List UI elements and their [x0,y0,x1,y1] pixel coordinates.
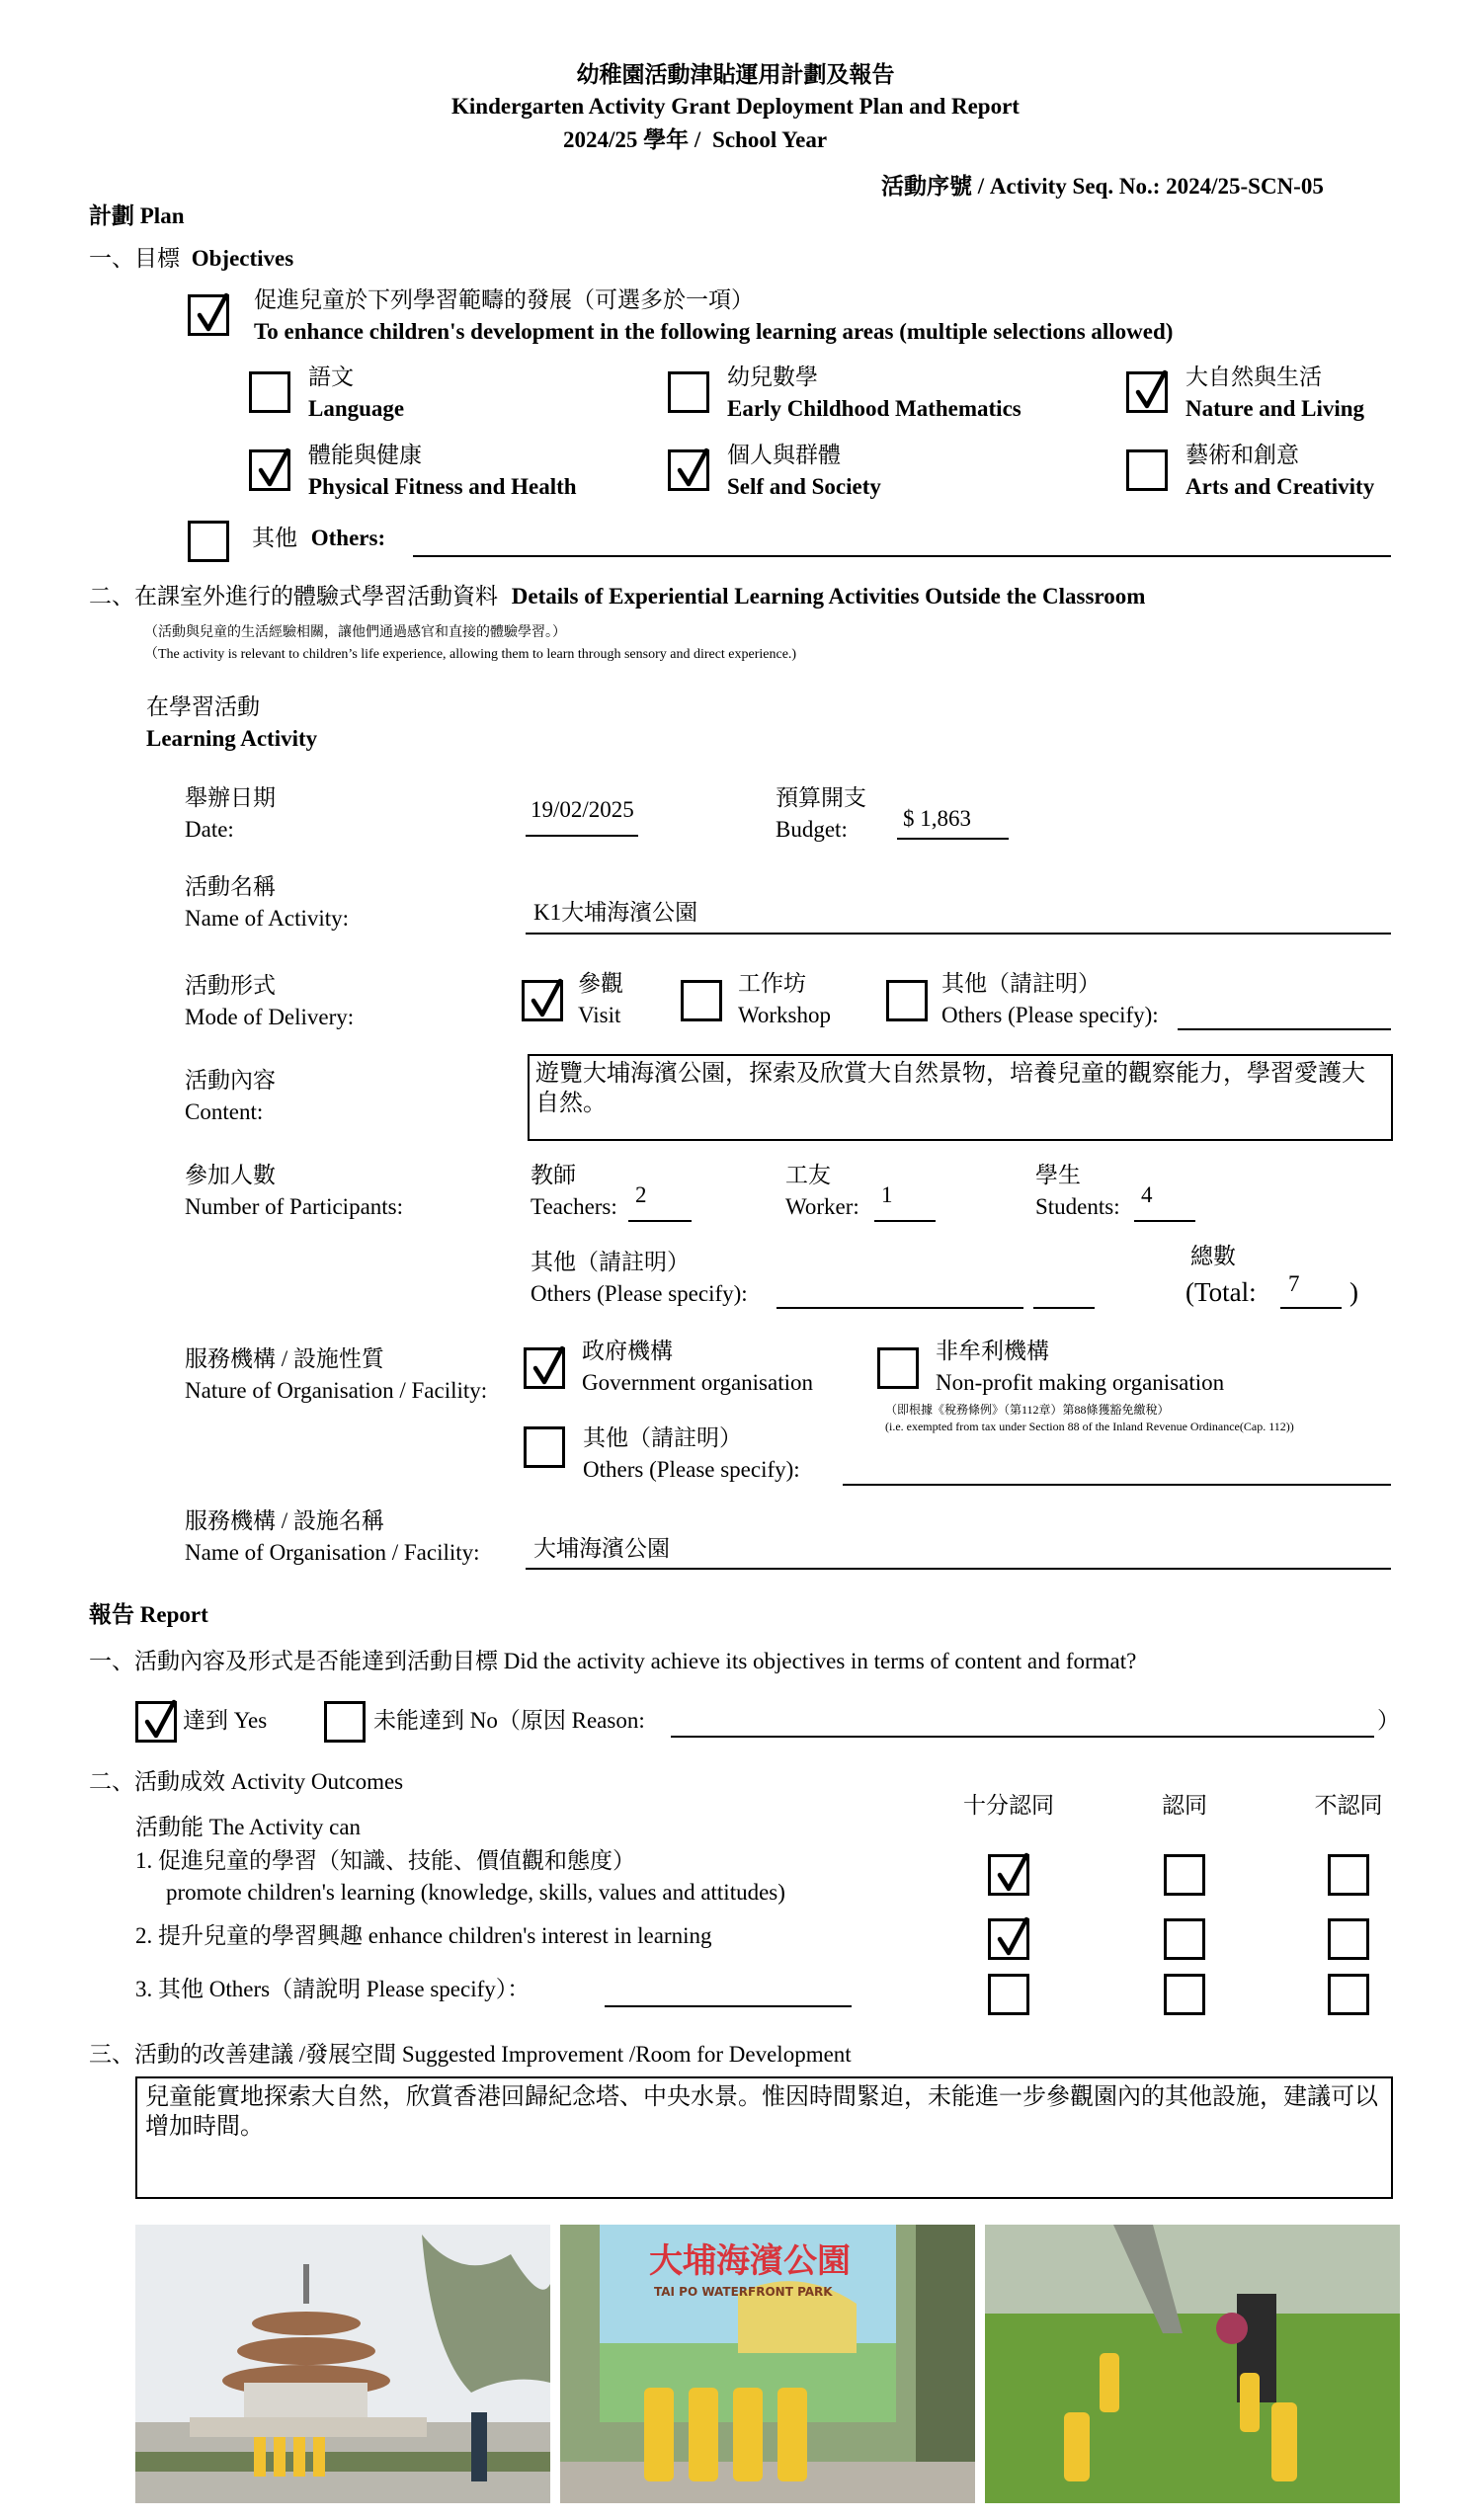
outcome-2-disagree-checkbox[interactable] [1328,1918,1369,1960]
photo-tower [135,2225,550,2503]
org-nature-zh: 服務機構 / 設施性質 [185,1346,384,1371]
outcome-1-agree-checkbox[interactable] [1164,1854,1205,1896]
total-en: (Total: [1185,1277,1257,1307]
worker-line [874,1220,936,1222]
area-math-en: Early Childhood Mathematics [727,396,1022,421]
park-sign-subtext: TAI PO WATERFRONT PARK [654,2285,833,2299]
outcome-1-en: promote children's learning (knowledge, skills, values and attitudes) [166,1880,785,1905]
area-language-checkbox[interactable] [249,371,290,413]
date-value[interactable]: 19/02/2025 [531,797,634,822]
participants-zh: 參加人數 [185,1163,276,1187]
mode-workshop-checkbox[interactable] [681,980,722,1021]
area-nature-en: Nature and Living [1185,396,1365,421]
outcome-2-agree-checkbox[interactable] [1164,1918,1205,1960]
others-label [252,525,385,552]
worker-en: Worker: [785,1194,859,1219]
date-zh: 舉辦日期 [185,785,276,810]
org-name-zh: 服務機構 / 設施名稱 [185,1508,384,1533]
gov-org-zh: 政府機構 [582,1339,673,1363]
checkmark-icon [993,1851,1032,1897]
mode-visit-zh: 參觀 [578,971,623,996]
org-others-en: Others (Please specify): [583,1457,800,1482]
area-language-en: Language [308,396,405,421]
plan-heading: 計劃 Plan [89,203,185,228]
activity-name-zh: 活動名稱 [185,874,276,899]
area-fitness-en: Physical Fitness and Health [308,474,577,499]
org-nature-en: Nature of Organisation / Facility: [185,1378,488,1403]
yes-checkbox[interactable] [135,1701,177,1743]
org-others-checkbox[interactable] [524,1426,565,1468]
activity-seq-value: 2024/25-SCN-05 [1166,174,1324,199]
students-zh: 學生 [1035,1163,1081,1187]
improvement-value: 兒童能實地探索大自然，欣賞香港回歸紀念塔、中央水景。惟因時間緊迫，未能進一步參觀園內的其他設施，建議可以增加時間。 [145,2084,1378,2140]
activity-can: 活動能 The Activity can [135,1815,362,1839]
mode-visit-en: Visit [578,1003,621,1027]
students-en: Students: [1035,1194,1120,1219]
school-year-row [563,126,827,154]
students-line [1134,1220,1195,1222]
photo-lawn-ball [985,2225,1400,2503]
area-arts-en: Arts and Creativity [1185,474,1375,499]
content-zh: 活動內容 [185,1068,276,1093]
report-q1: 一、活動內容及形式是否能達到活動目標 Did the activity achieve its objectives in terms of content and format? [89,1649,1137,1673]
school-year-en: School Year [712,127,828,152]
total-value[interactable]: 7 [1288,1271,1300,1296]
npo-zh: 非牟利機構 [936,1339,1049,1363]
no-close: ） [1377,1708,1400,1733]
area-fitness-zh: 體能與健康 [308,443,422,467]
objectives-heading-num: 一、目標 [89,246,180,271]
org-name-en: Name of Organisation / Facility: [185,1540,480,1565]
content-value: 遊覽大埔海濱公園，探索及欣賞大自然景物，培養兒童的觀察能力，學習愛護大自然。 [535,1061,1365,1116]
outcome-1-zh: 1. 促進兒童的學習（知識、技能、價值觀和態度） [135,1848,635,1873]
outcome-2-zh: 2. 提升兒童的學習興趣 enhance children's interest in learning [135,1923,712,1948]
title-zh: 幼稚園活動津貼運用計劃及報告 [576,62,895,87]
teachers-zh: 教師 [531,1163,576,1187]
details-heading-en: Details of Experiential Learning Activities Outside the Classroom [511,584,1146,609]
org-name-value[interactable]: 大埔海濱公園 [533,1536,670,1561]
yes-label: 達到 Yes [183,1708,268,1733]
activity-name-value[interactable]: K1大埔海濱公園 [533,900,698,925]
area-language-zh: 語文 [308,365,354,389]
content-en: Content: [185,1099,264,1124]
checkmark-icon [529,1344,568,1390]
enhance-checkbox[interactable] [188,294,229,336]
checkmark-icon [1131,368,1171,414]
park-sign-text: 大埔海濱公園 [649,2241,851,2281]
teachers-en: Teachers: [531,1194,617,1219]
details-heading-zh: 二、在課室外進行的體驗式學習活動資料 [89,584,498,609]
mode-others-zh: 其他（請註明） [941,971,1101,996]
col-agree: 認同 [1162,1793,1207,1818]
outcomes-heading: 二、活動成效 Activity Outcomes [89,1769,404,1794]
others-participants-zh: 其他（請註明） [531,1250,690,1274]
outcome-3-agree-checkbox[interactable] [1164,1974,1205,2015]
area-society-zh: 個人與群體 [727,443,841,467]
area-nature-checkbox[interactable] [1126,371,1168,413]
org-name-line [526,1568,1391,1570]
outcome-2-strongly-agree-checkbox[interactable] [988,1918,1029,1960]
outcome-3-line[interactable] [605,2005,852,2007]
total-line [1280,1307,1342,1309]
details-note-en: （The activity is relevant to children’s life experience, allowing them to learn through sensory and direct experience.) [144,647,797,662]
total-close: ) [1349,1277,1358,1307]
others-input-line[interactable] [413,555,1391,557]
teachers-value[interactable]: 2 [635,1182,647,1207]
mode-en: Mode of Delivery: [185,1005,355,1029]
activity-name-en: Name of Activity: [185,906,350,931]
checkmark-icon [673,447,712,492]
gov-org-en: Government organisation [582,1370,813,1395]
students-value[interactable]: 4 [1141,1182,1153,1207]
activity-seq-label: 活動序號 / Activity Seq. No.: [881,174,1161,199]
mode-others-en: Others (Please specify): [941,1003,1159,1027]
school-year-zh: 學年 / [643,127,701,152]
mode-visit-checkbox[interactable] [522,980,563,1021]
npo-checkbox[interactable] [877,1347,919,1389]
area-arts-zh: 藝術和創意 [1185,443,1299,467]
worker-value[interactable]: 1 [881,1182,893,1207]
date-line [526,835,638,837]
others-checkbox[interactable] [188,521,229,562]
gov-org-checkbox[interactable] [524,1347,565,1389]
others-participants-en: Others (Please specify): [531,1281,748,1306]
activity-name-line [526,933,1391,935]
area-society-checkbox[interactable] [668,449,709,491]
outcome-1-disagree-checkbox[interactable] [1328,1854,1369,1896]
photo-park-sign [560,2225,975,2503]
details-note-zh: （活動與兒童的生活經驗相關，讓他們通過感官和直接的體驗學習。） [144,625,566,640]
checkmark-icon [193,291,232,337]
mode-zh: 活動形式 [185,973,276,998]
npo-note-en: (i.e. exempted from tax under Section 88 of the Inland Revenue Ordinance(Cap. 112)) [885,1420,1294,1433]
objectives-heading [89,245,293,273]
activity-seq [881,173,1324,201]
area-arts-checkbox[interactable] [1126,449,1168,491]
title-en: Kindergarten Activity Grant Deployment Plan and Report [451,94,1020,119]
org-others-line[interactable] [843,1484,1391,1486]
improvement-box[interactable] [135,2076,1393,2199]
budget-value[interactable]: $ 1,863 [903,806,971,831]
org-others-zh: 其他（請註明） [583,1425,742,1450]
area-nature-zh: 大自然與生活 [1185,365,1322,389]
area-math-checkbox[interactable] [668,371,709,413]
outcome-1-strongly-agree-checkbox[interactable] [988,1854,1029,1896]
outcome-3-strongly-agree-checkbox[interactable] [988,1974,1029,2015]
date-en: Date: [185,817,234,842]
school-year-value: 2024/25 [563,127,638,152]
outcome-3-disagree-checkbox[interactable] [1328,1974,1369,2015]
mode-others-checkbox[interactable] [886,980,928,1021]
enhance-zh: 促進兒童於下列學習範疇的發展（可選多於一項） [254,287,754,312]
mode-workshop-zh: 工作坊 [738,971,806,996]
checkmark-icon [254,447,293,492]
budget-zh: 預算開支 [776,785,866,810]
teachers-line [628,1220,692,1222]
others-zh: 其他 [252,526,297,550]
no-checkbox[interactable] [324,1701,366,1743]
col-strongly-agree: 十分認同 [963,1793,1054,1818]
area-fitness-checkbox[interactable] [249,449,290,491]
checkmark-icon [140,1698,180,1744]
no-label: 未能達到 No（原因 Reason: [373,1708,645,1733]
col-disagree: 不認同 [1314,1793,1383,1818]
budget-line [897,838,1009,840]
area-society-en: Self and Society [727,474,881,499]
content-box[interactable] [528,1054,1393,1141]
improvement-heading: 三、活動的改善建議 /發展空間 Suggested Improvement /Room for Development [89,2042,852,2067]
learning-activity-zh: 在學習活動 [146,694,260,719]
learning-activity-en: Learning Activity [146,726,318,751]
npo-en: Non-profit making organisation [936,1370,1225,1395]
others-en: Others: [310,526,386,550]
participants-en: Number of Participants: [185,1194,404,1219]
others-participants-count-line[interactable] [1033,1307,1095,1309]
others-participants-line[interactable] [776,1307,1023,1309]
checkmark-icon [993,1915,1032,1961]
budget-en: Budget: [776,817,848,842]
area-math-zh: 幼兒數學 [727,365,818,389]
report-heading: 報告 Report [89,1602,208,1627]
mode-workshop-en: Workshop [738,1003,831,1027]
outcome-3-zh: 3. 其他 Others（請說明 Please specify）： [135,1977,531,2001]
total-zh: 總數 [1190,1244,1236,1268]
objectives-heading-en: Objectives [191,246,294,271]
npo-note-zh: （即根據《稅務條例》（第112章）第88條獲豁免繳稅） [885,1403,1170,1417]
checkmark-icon [527,977,566,1022]
enhance-en: To enhance children's development in the following learning areas (multiple selections allowed) [254,319,1174,344]
mode-others-line[interactable] [1178,1028,1391,1030]
worker-zh: 工友 [785,1163,831,1187]
no-reason-line[interactable] [671,1736,1374,1738]
details-heading [89,583,1145,610]
